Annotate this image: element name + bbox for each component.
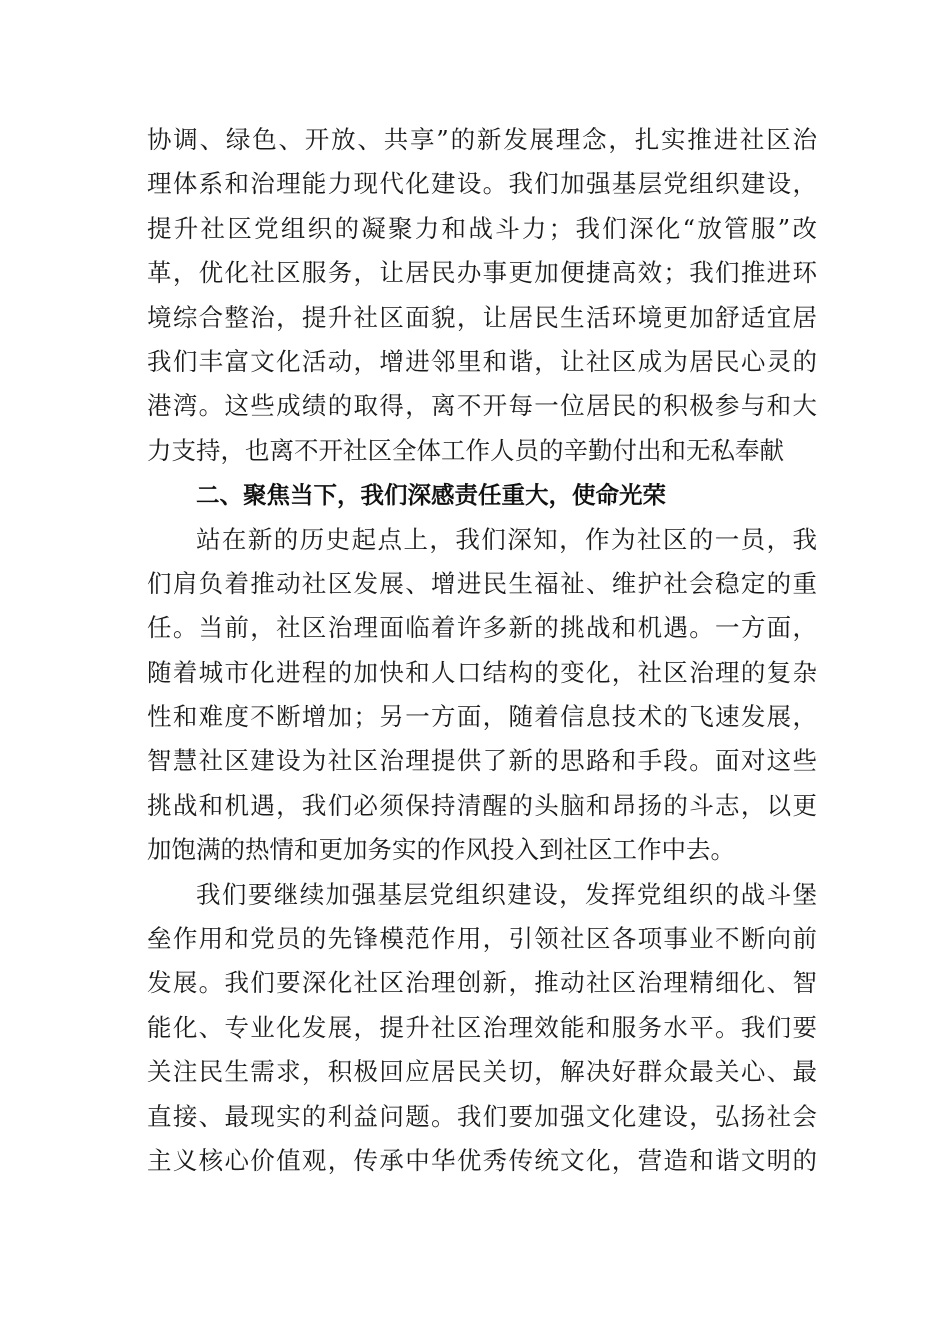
text-line: 挑战和机遇，我们必须保持清醒的头脑和昂扬的斗志，以更 bbox=[147, 790, 817, 820]
text-line: 直接、最现实的利益问题。我们要加强文化建设，弘扬社会 bbox=[147, 1101, 817, 1131]
paragraph-responsibility bbox=[147, 518, 817, 873]
text-line: 站在新的历史起点上，我们深知，作为社区的一员，我 bbox=[196, 524, 817, 554]
text-line: 任。当前，社区治理面临着许多新的挑战和机遇。一方面， bbox=[147, 613, 817, 643]
text-line: 性和难度不断增加；另一方面，随着信息技术的飞速发展， bbox=[147, 702, 817, 732]
text-line: 加饱满的热情和更加务实的作风投入到社区工作中去。 bbox=[147, 835, 735, 865]
text-line: 革，优化社区服务，让居民办事更加便捷高效；我们推进环 bbox=[147, 258, 817, 288]
text-line: 提升社区党组织的凝聚力和战斗力；我们深化“放管服”改 bbox=[147, 213, 817, 243]
text-line: 发展。我们要深化社区治理创新，推动社区治理精细化、智 bbox=[147, 968, 817, 998]
text-line: 港湾。这些成绩的取得，离不开每一位居民的积极参与和大 bbox=[147, 391, 817, 421]
paragraph-achievements bbox=[147, 118, 817, 473]
text-line: 智慧社区建设为社区治理提供了新的思路和手段。面对这些 bbox=[147, 746, 817, 776]
text-line: 能化、专业化发展，提升社区治理效能和服务水平。我们要 bbox=[147, 1012, 817, 1042]
text-line: 境综合整治，提升社区面貌，让居民生活环境更加舒适宜居 bbox=[147, 302, 817, 332]
text-line: 我们要继续加强基层党组织建设，发挥党组织的战斗堡 bbox=[196, 879, 817, 909]
text-line: 理体系和治理能力现代化建设。我们加强基层党组织建设， bbox=[147, 169, 817, 199]
text-line: 主义核心价值观，传承中华优秀传统文化，营造和谐文明的 bbox=[147, 1145, 817, 1175]
paragraph-tasks bbox=[147, 873, 817, 1184]
text-line: 随着城市化进程的加快和人口结构的变化，社区治理的复杂 bbox=[147, 657, 817, 687]
text-line: 协调、绿色、开放、共享”的新发展理念，扎实推进社区治 bbox=[147, 125, 817, 154]
text-line: 关注民生需求，积极回应居民关切，解决好群众最关心、最 bbox=[147, 1057, 817, 1087]
text-line: 我们丰富文化活动，增进邻里和谐，让社区成为居民心灵的 bbox=[147, 346, 817, 376]
text-line: 们肩负着推动社区发展、增进民生福祉、维护社会稳定的重 bbox=[147, 568, 817, 598]
text-line: 垒作用和党员的先锋模范作用，引领社区各项事业不断向前 bbox=[147, 924, 817, 954]
section-heading: 二、聚焦当下，我们深感责任重大，使命光荣 bbox=[196, 481, 666, 510]
document-body bbox=[147, 118, 817, 1183]
text-line: 力支持，也离不开社区全体工作人员的辛勤付出和无私奉献 bbox=[147, 435, 784, 465]
